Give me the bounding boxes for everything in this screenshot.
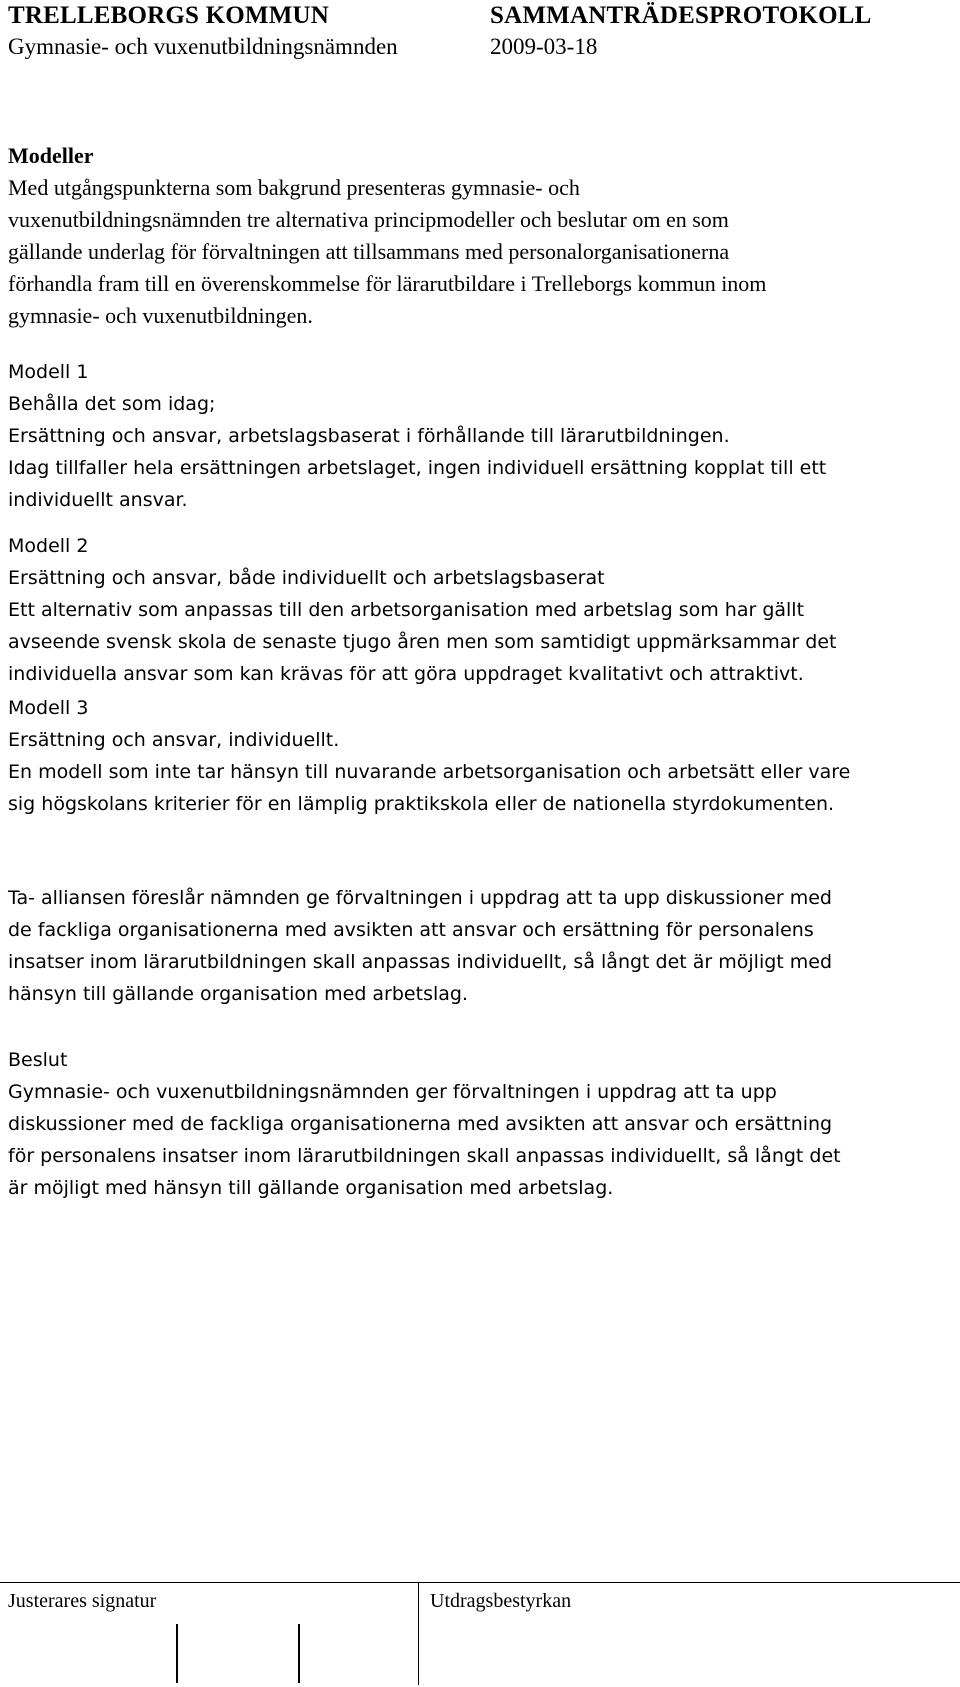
section-beslut: [8, 1044, 841, 1204]
paragraph-line: individuellt ansvar.: [8, 489, 188, 511]
paragraph-line: Ett alternativ som anpassas till den arbetsorganisation med arbetslag som har gällt: [8, 599, 805, 621]
paragraph-line: Med utgångspunkterna som bakgrund presenteras gymnasie- och: [8, 175, 580, 200]
paragraph-line: vuxenutbildningsnämnden tre alternativa principmodeller och beslutar om en som: [8, 207, 729, 232]
paragraph-line: diskussioner med de fackliga organisationerna med avsikten att ansvar och ersättning: [8, 1113, 833, 1135]
paragraph-line: de fackliga organisationerna med avsikten att ansvar och ersättning för personalens: [8, 919, 814, 941]
signature-box-divider: [176, 1624, 178, 1683]
section-modeller: [8, 140, 766, 332]
paragraph-line: sig högskolans kriterier för en lämplig praktikskola eller de nationella styrdokumenten.: [8, 793, 835, 815]
paragraph-line: individuella ansvar som kan krävas för att göra uppdraget kvalitativt och attraktivt.: [8, 663, 804, 685]
paragraph-line: En modell som inte tar hänsyn till nuvarande arbetsorganisation och arbetsätt eller vare: [8, 761, 851, 783]
footer-rule: [0, 1582, 960, 1583]
section-heading: Modell 3: [8, 697, 89, 719]
paragraph-line: Gymnasie- och vuxenutbildningsnämnden ger förvaltningen i uppdrag att ta upp: [8, 1081, 777, 1103]
paragraph-line: förhandla fram till en överenskommelse för lärarutbildare i Trelleborgs kommun inom: [8, 271, 767, 296]
paragraph-line: för personalens insatser inom lärarutbildningen skall anpassas individuellt, så långt det: [8, 1145, 841, 1167]
section-heading: Modell 1: [8, 361, 89, 383]
meeting-date: 2009-03-18: [490, 34, 598, 59]
section-modell-1: [8, 356, 826, 516]
organization-name: TRELLEBORGS KOMMUN: [8, 2, 329, 29]
section-modell-3: [8, 692, 850, 820]
section-heading: Modeller: [8, 143, 94, 168]
paragraph-line: Ersättning och ansvar, arbetslagsbaserat i förhållande till lärarutbildningen.: [8, 425, 730, 447]
footer-column-divider: [418, 1582, 419, 1685]
paragraph-line: hänsyn till gällande organisation med arbetslag.: [8, 983, 468, 1005]
paragraph-line: insatser inom lärarutbildningen skall anpassas individuellt, så långt det är möjligt med: [8, 951, 833, 973]
paragraph-line: gällande underlag för förvaltningen att tillsammans med personalorganisationerna: [8, 239, 730, 264]
utdragsbestyrkan-label: Utdragsbestyrkan: [430, 1590, 572, 1612]
paragraph-line: avseende svensk skola de senaste tjugo åren men som samtidigt uppmärksammar det: [8, 631, 837, 653]
signature-footer: [0, 1582, 960, 1687]
section-modell-2: [8, 530, 836, 690]
justerares-signatur-label: Justerares signatur: [8, 1590, 157, 1612]
signature-box-divider: [298, 1624, 300, 1683]
document-type: SAMMANTRÄDESPROTOKOLL: [490, 2, 872, 29]
paragraph-line: Ta- alliansen föreslår nämnden ge förvaltningen i uppdrag att ta upp diskussioner med: [8, 887, 832, 909]
paragraph-line: är möjligt med hänsyn till gällande organisation med arbetslag.: [8, 1177, 614, 1199]
paragraph-line: gymnasie- och vuxenutbildningen.: [8, 303, 313, 328]
committee-name: Gymnasie- och vuxenutbildningsnämnden: [8, 34, 398, 59]
section-heading: Beslut: [8, 1049, 68, 1071]
paragraph-line: Ersättning och ansvar, både individuellt och arbetslagsbaserat: [8, 567, 605, 589]
paragraph-line: Ersättning och ansvar, individuellt.: [8, 729, 340, 751]
section-heading: Modell 2: [8, 535, 89, 557]
paragraph-line: Idag tillfaller hela ersättningen arbetslaget, ingen individuell ersättning kopplat till ett: [8, 457, 827, 479]
paragraph-line: Behålla det som idag;: [8, 393, 216, 415]
section-proposal: [8, 882, 832, 1010]
